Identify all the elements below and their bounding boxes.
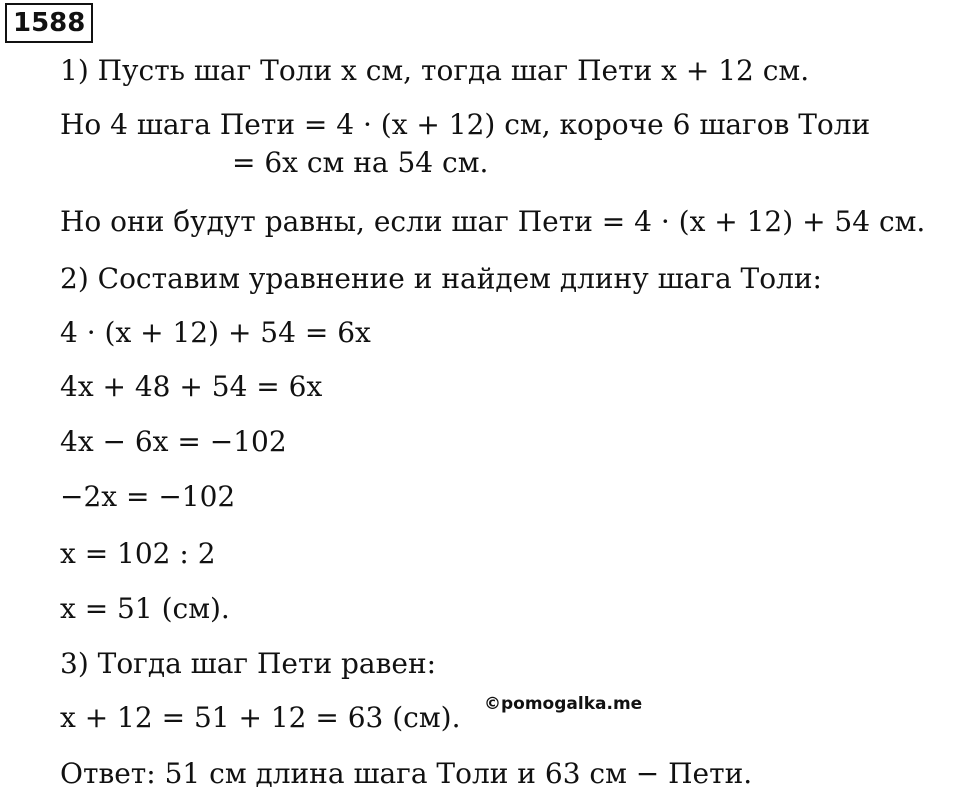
equation-line-1: 4 · (x + 12) + 54 = 6x bbox=[60, 316, 371, 349]
equation-line-7: x + 12 = 51 + 12 = 63 (см). bbox=[60, 701, 461, 734]
solution-line-1: 1) Пусть шаг Толи x см, тогда шаг Пети x + 12 см. bbox=[60, 54, 810, 87]
problem-number-badge: 1588 bbox=[5, 3, 93, 43]
solution-line-5: 2) Составим уравнение и найдем длину шага Толи: bbox=[60, 262, 822, 295]
equation-line-2: 4x + 48 + 54 = 6x bbox=[60, 370, 323, 403]
equation-line-4: −2x = −102 bbox=[60, 480, 236, 513]
equation-line-6: x = 51 (см). bbox=[60, 592, 230, 625]
watermark: ©pomogalka.me bbox=[484, 694, 643, 714]
answer-line: Ответ: 51 см длина шага Толи и 63 см − Пети. bbox=[60, 757, 753, 790]
equation-line-5: x = 102 : 2 bbox=[60, 537, 216, 570]
solution-line-3: = 6x см на 54 см. bbox=[232, 146, 489, 179]
solution-line-4: Но они будут равны, если шаг Пети = 4 · (x + 12) + 54 см. bbox=[60, 205, 926, 238]
equation-line-3: 4x − 6x = −102 bbox=[60, 425, 287, 458]
solution-line-2: Но 4 шага Пети = 4 · (x + 12) см, короче 6 шагов Толи bbox=[60, 108, 871, 141]
solution-line-6: 3) Тогда шаг Пети равен: bbox=[60, 647, 437, 680]
